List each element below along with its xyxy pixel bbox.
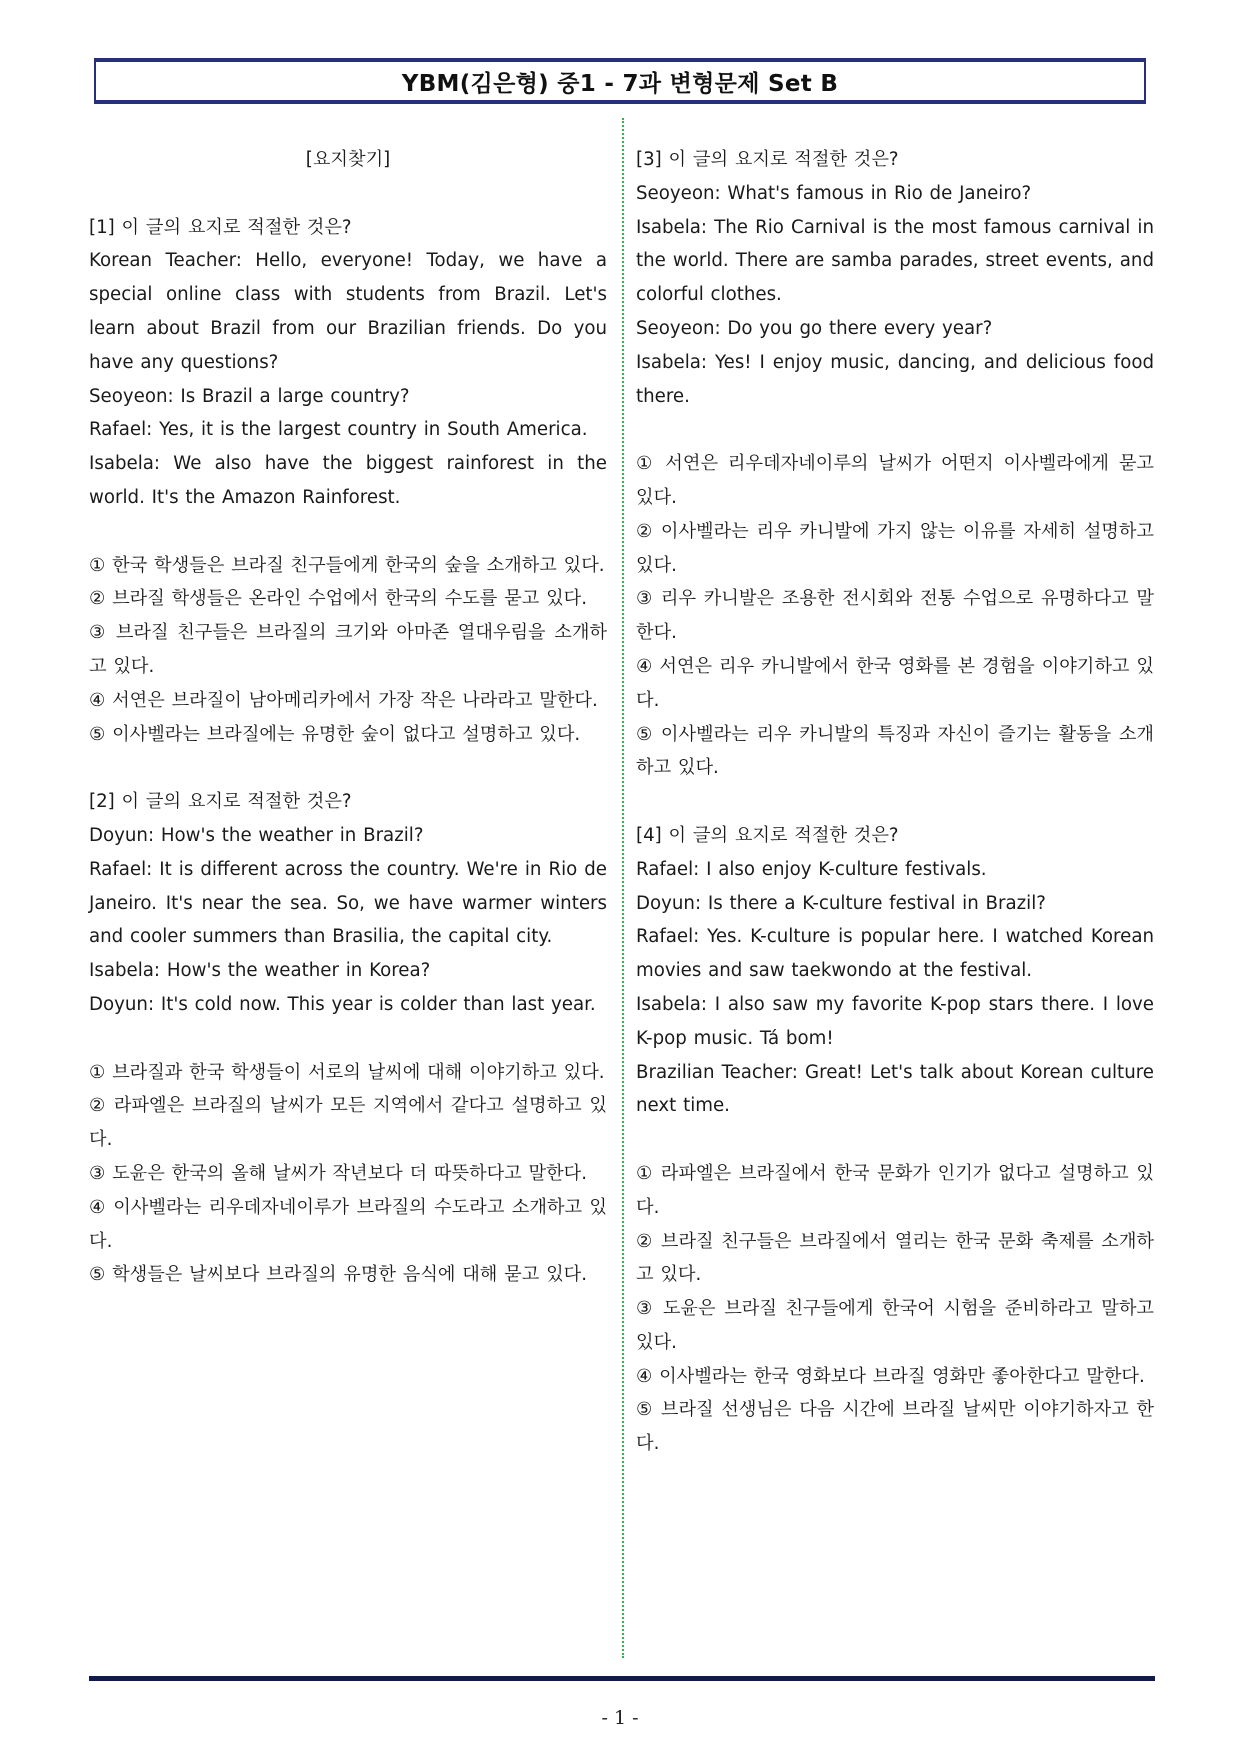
question-4-line: Brazilian Teacher: Great! Let's talk about Korean culture next time. [636, 1061, 1154, 1117]
question-2-option: ② 라파엘은 브라질의 날씨가 모든 지역에서 같다고 설명하고 있다. [89, 1095, 607, 1151]
question-1-option: ③ 브라질 친구들은 브라질의 크기와 아마존 열대우림을 소개하고 있다. [89, 622, 607, 677]
question-2-line: Rafael: It is different across the country. We're in Rio de Janeiro. It's near the sea. So, we have warmer winters and cooler summers than Brasilia, the capital city. [89, 858, 607, 948]
page-number: - 1 - [601, 1707, 639, 1729]
question-4-option: ② 브라질 친구들은 브라질에서 열리는 한국 문화 축제를 소개하고 있다. [636, 1230, 1154, 1286]
question-1-option: ① 한국 학생들은 브라질 친구들에게 한국의 숲을 소개하고 있다. [89, 554, 605, 576]
spacer [89, 177, 607, 211]
question-4-line: Rafael: Yes. K-culture is popular here. I watched Korean movies and saw taekwondo at the festival. [636, 926, 1154, 982]
spacer [636, 1123, 1154, 1157]
question-1-option: ⑤ 이사벨라는 브라질에는 유명한 숲이 없다고 설명하고 있다. [89, 723, 581, 745]
question-2-prompt: [2] 이 글의 요지로 적절한 것은? [89, 791, 352, 813]
spacer [636, 413, 1154, 447]
question-1-line: Rafael: Yes, it is the largest country in South America. [89, 419, 588, 441]
question-4-line: Isabela: I also saw my favorite K-pop stars there. I love K-pop music. Tá bom! [636, 993, 1154, 1049]
question-4-option: ④ 이사벨라는 한국 영화보다 브라질 영화만 좋아한다고 말한다. [636, 1365, 1145, 1387]
question-4-line: Rafael: I also enjoy K-culture festivals. [636, 858, 987, 880]
question-3-prompt: [3] 이 글의 요지로 적절한 것은? [636, 149, 899, 170]
question-1-line: Korean Teacher: Hello, everyone! Today, we have a special online class with students from Brazil. Let's learn about Brazil from our Brazilian friends. Do you have any questions? [89, 250, 607, 373]
question-1-line: Seoyeon: Is Brazil a large country? [89, 385, 410, 407]
section-title: [요지찾기] [305, 149, 391, 170]
spacer [89, 1022, 607, 1056]
question-3-line: Isabela: Yes! I enjoy music, dancing, and delicious food there. [636, 351, 1154, 407]
question-2-line: Isabela: How's the weather in Korea? [89, 960, 431, 982]
left-column [89, 143, 607, 1292]
question-4-option: ⑤ 브라질 선생님은 다음 시간에 브라질 날씨만 이야기하자고 한다. [636, 1399, 1154, 1455]
question-3-option: ③ 리우 카니발은 조용한 전시회와 전통 수업으로 유명하다고 말한다. [636, 588, 1154, 644]
question-3-line: Seoyeon: Do you go there every year? [636, 317, 993, 339]
right-column [636, 143, 1154, 1461]
title-box [94, 58, 1146, 104]
document-title: YBM(김은형) 중1 - 7과 변형문제 Set B [401, 70, 839, 97]
question-3-line: Seoyeon: What's famous in Rio de Janeiro? [636, 182, 1032, 204]
spacer [636, 785, 1154, 819]
question-2-option: ④ 이사벨라는 리우데자네이루가 브라질의 수도라고 소개하고 있다. [89, 1196, 607, 1252]
question-1-line: Isabela: We also have the biggest rainforest in the world. It's the Amazon Rainforest. [89, 453, 607, 508]
spacer [89, 751, 607, 785]
question-4-prompt: [4] 이 글의 요지로 적절한 것은? [636, 824, 899, 846]
footer-rule [89, 1676, 1155, 1681]
question-1-prompt: [1] 이 글의 요지로 적절한 것은? [89, 216, 352, 238]
question-2-line: Doyun: How's the weather in Brazil? [89, 824, 424, 846]
question-3-line: Isabela: The Rio Carnival is the most famous carnival in the world. There are samba parades, street events, and colorful clothes. [636, 216, 1154, 306]
question-3-option: ⑤ 이사벨라는 리우 카니발의 특징과 자신이 즐기는 활동을 소개하고 있다. [636, 723, 1154, 779]
question-2-option: ① 브라질과 한국 학생들이 서로의 날씨에 대해 이야기하고 있다. [89, 1061, 605, 1083]
question-2-option: ⑤ 학생들은 날씨보다 브라질의 유명한 음식에 대해 묻고 있다. [89, 1264, 587, 1286]
column-divider [622, 118, 624, 1658]
spacer [89, 515, 607, 549]
question-3-option: ① 서연은 리우데자네이루의 날씨가 어떤지 이사벨라에게 묻고 있다. [636, 453, 1154, 508]
question-3-option: ④ 서연은 리우 카니발에서 한국 영화를 본 경험을 이야기하고 있다. [636, 655, 1154, 711]
question-4-option: ③ 도윤은 브라질 친구들에게 한국어 시험을 준비하라고 말하고 있다. [636, 1298, 1154, 1353]
question-1-option: ② 브라질 학생들은 온라인 수업에서 한국의 수도를 묻고 있다. [89, 588, 587, 610]
question-1-option: ④ 서연은 브라질이 남아메리카에서 가장 작은 나라라고 말한다. [89, 689, 598, 711]
question-4-option: ① 라파엘은 브라질에서 한국 문화가 인기가 없다고 설명하고 있다. [636, 1162, 1154, 1218]
question-2-option: ③ 도윤은 한국의 올해 날씨가 작년보다 더 따뜻하다고 말한다. [89, 1162, 587, 1184]
question-3-option: ② 이사벨라는 리우 카니발에 가지 않는 이유를 자세히 설명하고 있다. [636, 520, 1154, 576]
question-4-line: Doyun: Is there a K-culture festival in Brazil? [636, 892, 1046, 914]
question-2-line: Doyun: It's cold now. This year is colder than last year. [89, 993, 596, 1015]
